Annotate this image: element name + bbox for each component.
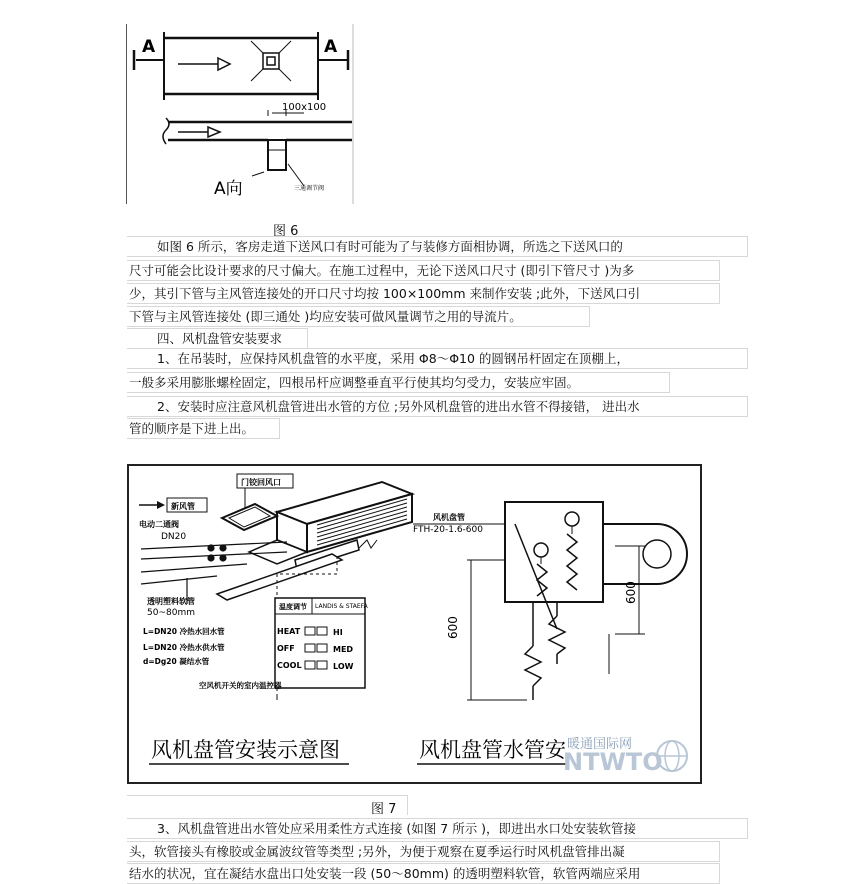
figure-6-caption: 图 6 [273, 224, 299, 239]
pipe-legend-3: d=Dg20 凝结水管 [143, 657, 210, 666]
section4-heading: 四、风机盘管安装要求 [127, 328, 308, 349]
figure-7-drawing [127, 464, 702, 784]
soft-pipe-size: 50~80mm [147, 608, 195, 618]
item1-line1: 1、在吊装时，应保持风机盘管的水平度，采用 Φ8～Φ10 的圆钢吊杆固定在顶棚上， [127, 348, 748, 369]
soft-pipe-label: 透明塑料软管 [147, 597, 195, 606]
fresh-air-label: 新风管 [171, 502, 195, 511]
switch-med: MED [333, 645, 354, 654]
dim-600-left: 600 [446, 616, 460, 639]
figure-6-drawing [126, 24, 354, 204]
left-title: 风机盘管安装示意图 [151, 738, 340, 762]
switch-off: OFF [277, 644, 295, 653]
switch-heat: HEAT [277, 627, 301, 636]
valve-size: DN20 [161, 532, 187, 542]
item2-line1: 2、安装时应注意风机盘管进出水管的方位 ;另外风机盘管的进出水管不得接错， 进出水 [127, 396, 748, 417]
section-label-left: A [142, 37, 156, 57]
para6-line3: 少，其引下管与主风管连接处的开口尺寸均按 100×100mm 来制作安装 ;此外，下送风口引 [127, 283, 720, 304]
para7-line3: 结水的状况，宜在凝结水盘出口处安装一段 (50～80mm) 的透明塑料软管，软管两端应采用 [127, 863, 720, 884]
watermark-en: NTWTO [563, 748, 663, 776]
right-title: 风机盘管水管安 [419, 738, 566, 762]
watermark-cn: 暖通国际网 [567, 737, 633, 752]
para6-line2: 尺寸可能会比设计要求的尺寸偏大。在施工过程中，无论下送风口尺寸 (即引下管尺寸 )为多 [127, 260, 720, 281]
switch-hi: HI [333, 628, 343, 637]
pipe-legend-1: L=DN20 冷热水回水管 [143, 627, 225, 636]
switch-header-right: LANDIS & STAEFA [315, 603, 368, 610]
figure-7-caption: 图 7 [371, 802, 397, 817]
para6-line1: 如图 6 所示，客房走道下送风口有时可能为了与装修方面相协调，所选之下送风口的 [127, 236, 748, 257]
duct-dimension: 100x100 [282, 102, 327, 113]
switch-header-left: 温度调节 [279, 603, 307, 611]
dim-600-right: 600 [624, 581, 638, 604]
return-grille-label: 门铰回风口 [241, 478, 281, 487]
para7-line1: 3、风机盘管进出水管处应采用柔性方式连接 (如图 7 所示 )，即进出水口处安装软管接 [127, 818, 748, 839]
para7-line2: 头，软管接头有橡胶或金属波纹管等类型 ;另外，为便于观察在夏季运行时风机盘管排出凝 [127, 841, 720, 862]
item1-line2: 一般多采用膨胀螺栓固定，四根吊杆应调整垂直平行使其均匀受力，安装应牢固。 [127, 372, 670, 393]
pipe-legend-2: L=DN20 冷热水供水管 [143, 643, 225, 652]
model-label-1: 风机盘管 [433, 513, 465, 522]
valve-label: 电动二通阀 [139, 520, 179, 529]
view-label: A向 [214, 179, 243, 199]
switch-cool: COOL [277, 661, 302, 670]
damper-label: 三通调节阀 [294, 185, 325, 192]
switch-low: LOW [333, 662, 354, 671]
section-label-right: A [324, 37, 338, 57]
model-label-2: FTH-20-1.6-600 [413, 525, 483, 535]
caption-7-box [127, 795, 408, 815]
para6-line4: 下管与主风管连接处 (即三通处 )均应安装可做风量调节之用的导流片。 [127, 306, 590, 327]
switch-note: 空风机开关的室内温控器 [199, 681, 282, 690]
item2-line2: 管的顺序是下进上出。 [127, 418, 280, 439]
